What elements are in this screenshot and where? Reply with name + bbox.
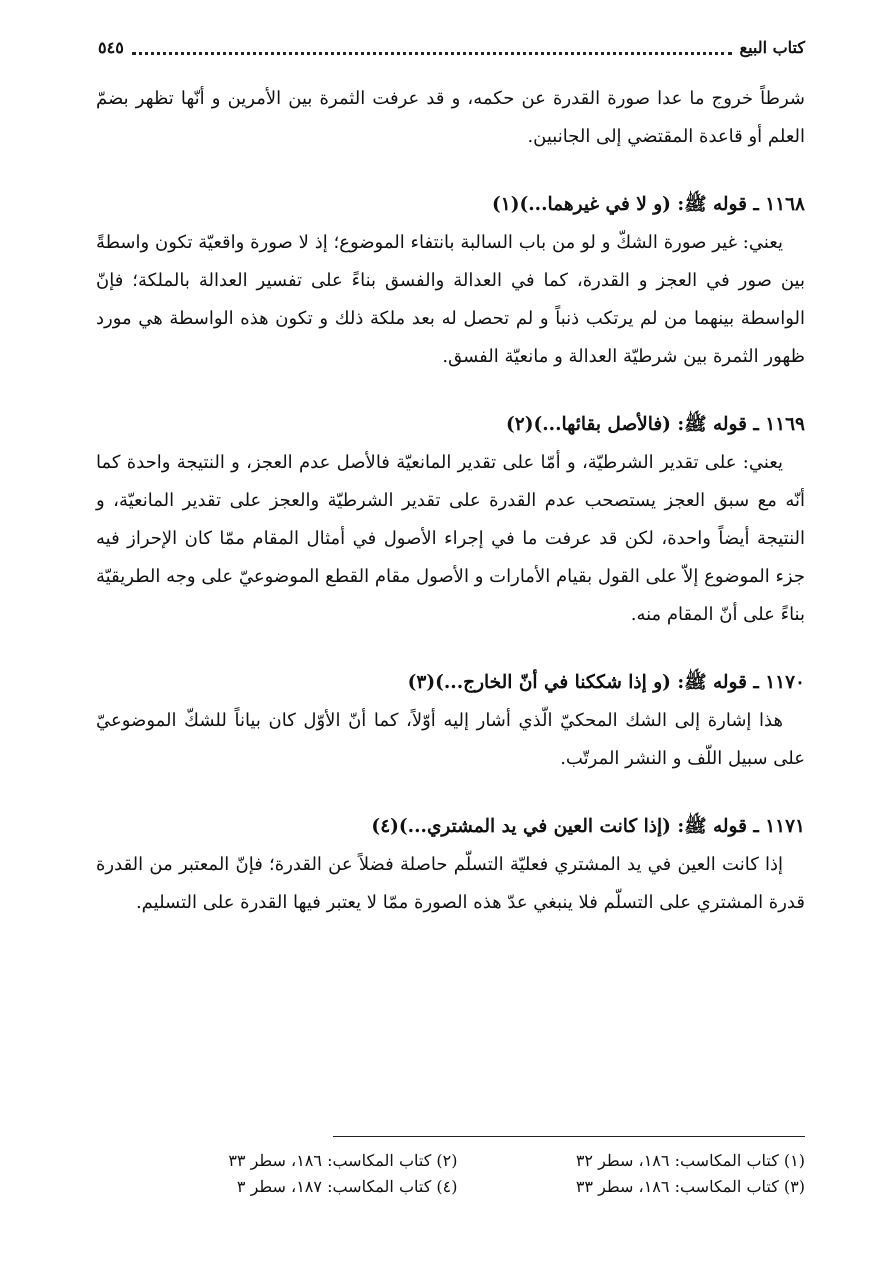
section-heading: ١١٧١ ـ قوله ﷺ: (إذا كانت العين في يد المشتري...)(٤) [371, 816, 805, 837]
footnote-4: (٤) كتاب المكاسب: ١٨٧، سطر ٣ [236, 1177, 458, 1196]
section-1168 [96, 186, 805, 376]
footnote-2: (٢) كتاب المكاسب: ١٨٦، سطر ٣٣ [228, 1151, 458, 1170]
footnote-divider [333, 1136, 805, 1137]
section-1169 [96, 406, 805, 634]
section-body: إذا كانت العين في يد المشتري فعليّة التسلّم حاصلة فضلاً عن القدرة؛ فإنّ المعتبر من القدرة قدرة المشتري على التسلّم فلا ينبغي عدّ هذه الصورة ممّا لا يعتبر فيها القدرة على التسليم. [96, 854, 805, 913]
section-body: يعني: على تقدير الشرطيّة، و أمّا على تقدير المانعيّة فالأصل عدم العجز، و النتيجة واحدة كما أنّه مع سبق العجز يستصحب عدم القدرة على تقدير الشرطيّة والعجز على تقدير المانعيّة، و النتيجة أيضاً واحدة، لكن قد عرفت ما في إجراء الأصول في أمثال المقام ممّا كان الإحراز فيه جزء الموضوع إلاّ على القول بقيام الأمارات و الأصول مقام القطع الموضوعيّ على وجه الطريقيّة بناءً على أنّ المقام منه. [96, 452, 805, 625]
section-body: هذا إشارة إلى الشك المحكيّ الّذي أشار إليه أوّلاً، كما أنّ الأوّل كان بياناً للشكّ الموضوعيّ على سبيل اللّف و النشر المرتّب. [96, 710, 805, 769]
header-dot-leader [132, 51, 732, 55]
section-1171 [96, 808, 805, 922]
section-heading: ١١٧٠ ـ قوله ﷺ: (و إذا شككنا في أنّ الخارج...)(٣) [407, 672, 805, 693]
book-title: كتاب البيع [739, 37, 805, 57]
intro-paragraph: شرطاً خروج ما عدا صورة القدرة عن حكمه، و قد عرفت الثمرة بين الأمرين و أنّها تظهر بضمّ العلم أو قاعدة المقتضي إلى الجانبين. [96, 88, 805, 147]
section-1170 [96, 664, 805, 778]
page-body [96, 80, 805, 922]
section-heading: ١١٦٨ ـ قوله ﷺ: (و لا في غيرهما...)(١) [492, 194, 805, 215]
page-header [98, 30, 805, 64]
section-body: يعني: غير صورة الشكّ و لو من باب السالبة بانتفاء الموضوع؛ إذ لا صورة واقعيّة تكون واسطةً بين صور في العجز و القدرة، كما في العدالة والفسق بناءً على تفسير العدالة بالملكة؛ فإنّ الواسطة بينهما من لم يرتكب ذنباً و لم تحصل له بعد ملكة ذلك و تكون هذه الواسطة هي مورد ظهور الثمرة بين شرطيّة العدالة و مانعيّة الفسق. [96, 232, 805, 367]
page-number: ٥٤٥ [98, 37, 124, 57]
footnotes [150, 1148, 805, 1200]
section-heading: ١١٦٩ ـ قوله ﷺ: (فالأصل بقائها...)(٢) [506, 414, 805, 435]
footnote-3: (٣) كتاب المكاسب: ١٨٦، سطر ٣٣ [575, 1177, 805, 1196]
footnote-1: (١) كتاب المكاسب: ١٨٦، سطر ٣٢ [575, 1151, 805, 1170]
